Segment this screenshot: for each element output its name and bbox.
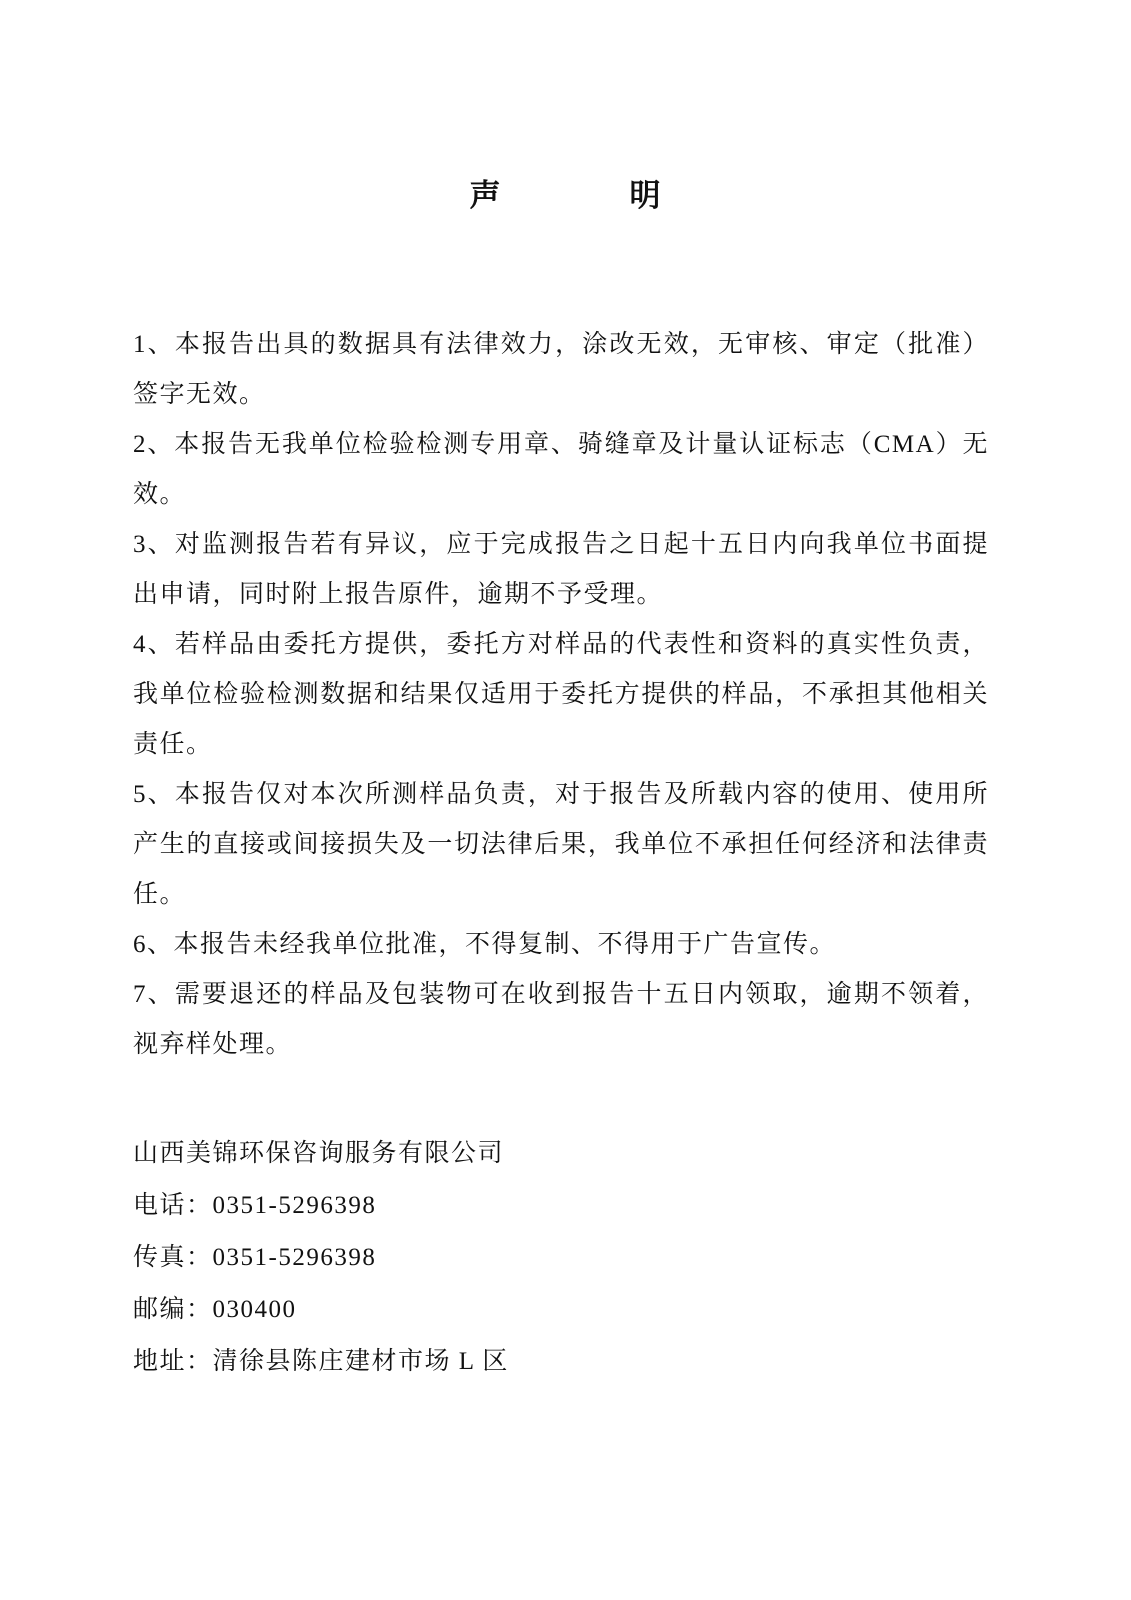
company-postal-code: 邮编：030400 <box>133 1296 297 1323</box>
statement-item-1: 1、本报告出具的数据具有法律效力，涂改无效，无审核、审定（批准）签字无效。 <box>133 331 989 408</box>
statement-item-5: 5、本报告仅对本次所测样品负责，对于报告及所载内容的使用、使用所产生的直接或间接损失及一切法律后果，我单位不承担任何经济和法律责任。 <box>133 781 989 908</box>
company-info <box>133 1128 989 1388</box>
statements-list <box>133 320 989 1070</box>
company-phone: 电话：0351-5296398 <box>133 1192 377 1219</box>
title-char-left: 声 <box>469 178 502 213</box>
company-address: 地址：清徐县陈庄建材市场 L 区 <box>133 1348 509 1375</box>
page-title <box>0 176 1131 216</box>
statement-item-6: 6、本报告未经我单位批准，不得复制、不得用于广告宣传。 <box>133 931 837 958</box>
title-char-right: 明 <box>629 178 662 213</box>
company-fax: 传真：0351-5296398 <box>133 1244 377 1271</box>
statement-item-4: 4、若样品由委托方提供，委托方对样品的代表性和资料的真实性负责，我单位检验检测数据和结果仅适用于委托方提供的样品，不承担其他相关责任。 <box>133 631 989 758</box>
statement-item-2: 2、本报告无我单位检验检测专用章、骑缝章及计量认证标志（CMA）无效。 <box>133 431 989 508</box>
company-name: 山西美锦环保咨询服务有限公司 <box>133 1140 505 1167</box>
statement-item-7: 7、需要退还的样品及包装物可在收到报告十五日内领取，逾期不领着，视弃样处理。 <box>133 981 989 1058</box>
statement-item-3: 3、对监测报告若有异议，应于完成报告之日起十五日内向我单位书面提出申请，同时附上报告原件，逾期不予受理。 <box>133 531 989 608</box>
